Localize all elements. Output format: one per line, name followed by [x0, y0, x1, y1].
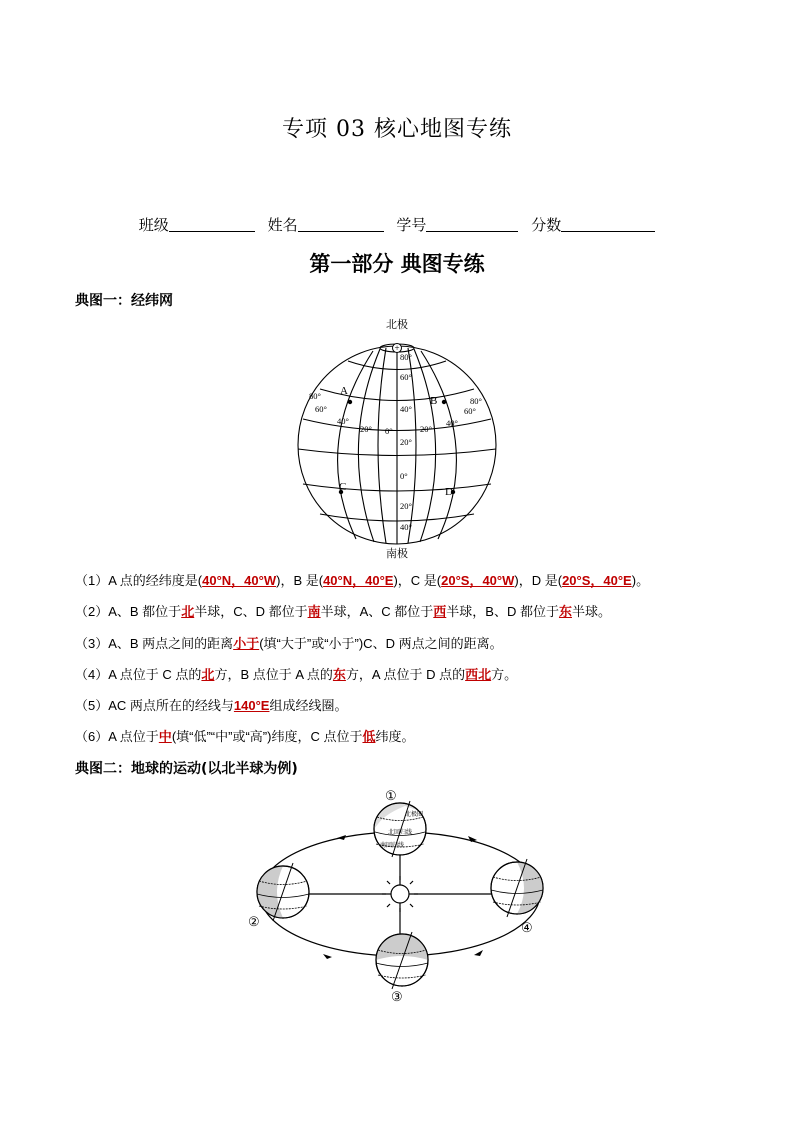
lat-center-label: 80°	[400, 352, 412, 362]
name-field[interactable]	[268, 214, 384, 235]
south-pole-label: 南极	[386, 548, 408, 560]
answer: 20°S，40°E	[562, 573, 632, 588]
position-label-2: ②	[248, 914, 260, 929]
lat-center-label: 40°	[400, 522, 412, 532]
name-label: 姓名	[267, 216, 298, 234]
lon-label: 0°	[385, 426, 393, 436]
lon-label: 40°	[446, 418, 458, 428]
lat-center-label: 60°	[400, 372, 412, 382]
answer: 140°E	[233, 698, 270, 713]
point-b-label: B	[430, 395, 438, 407]
earth-position-4	[491, 859, 543, 917]
lat-center-label: 0°	[400, 471, 408, 481]
graticule-globe-figure	[290, 314, 504, 566]
section2-heading: 典图二：地球的运动(以北半球为例)	[75, 761, 298, 777]
answer: 中	[158, 729, 172, 744]
lat-center-label: 20°	[400, 501, 412, 511]
answer: 20°S，40°W	[441, 573, 515, 588]
north-pole-mark: +	[394, 343, 400, 353]
lon-label: 20°	[420, 424, 432, 434]
point-a-label: A	[340, 385, 348, 397]
lon-label: 40°	[337, 416, 349, 426]
answer: 东	[332, 667, 346, 682]
class-label: 班级	[138, 216, 169, 234]
point-d-label: D	[445, 486, 453, 498]
question-6: （6）A 点位于中(填“低”“中”或“高”)纬度，C 点位于低纬度。	[75, 729, 415, 744]
document-title: 专项 03 核心地图专练	[282, 117, 512, 142]
earth-position-1	[374, 801, 426, 857]
lat-left-label: 60°	[315, 404, 327, 414]
globe1-line-label: 南回归线	[380, 843, 405, 849]
graticule-lines	[298, 344, 496, 544]
position-label-3: ③	[391, 989, 403, 1004]
score-field[interactable]	[531, 214, 655, 235]
answer: 西北	[465, 667, 492, 682]
point-c-label: C	[339, 481, 347, 493]
position-label-1: ①	[385, 788, 397, 803]
point-b-dot	[442, 400, 446, 404]
name-blank[interactable]	[298, 217, 384, 232]
lat-right-label: 80°	[470, 396, 482, 406]
point-a-dot	[348, 400, 352, 404]
globe1-line-label: 北极圈	[405, 812, 424, 818]
student-id-blank[interactable]	[426, 217, 518, 232]
answer: 北	[181, 604, 195, 619]
student-info-fields	[0, 214, 794, 235]
answer: 小于	[233, 636, 260, 651]
answer: 40°N，40°W	[202, 573, 277, 588]
question-3: （3）A、B 两点之间的距离小于(填“大于”或“小于”)C、D 两点之间的距离。	[75, 636, 503, 651]
question-1: （1）A 点的经纬度是(40°N，40°W)，B 是(40°N，40°E)，C 是(20°S，40°W)，D 是(20°S，40°E)。	[75, 573, 650, 588]
student-id-field[interactable]	[396, 214, 518, 235]
section1-heading: 典图一：经纬网	[75, 293, 173, 309]
answer: 南	[307, 604, 321, 619]
question-2: （2）A、B 都位于北半球，C、D 都位于南半球，A、C 都位于西半球，B、D 都位于东半球。	[75, 604, 611, 619]
lat-center-label: 40°	[400, 404, 412, 414]
position-label-4: ④	[521, 920, 533, 935]
class-field[interactable]	[139, 214, 255, 235]
lat-center-label: 20°	[400, 437, 412, 447]
lat-right-label: 60°	[464, 406, 476, 416]
answer: 西	[433, 604, 447, 619]
lat-left-label: 80°	[309, 391, 321, 401]
earth-position-2	[257, 863, 309, 921]
score-blank[interactable]	[561, 217, 655, 232]
lon-label: 20°	[360, 424, 372, 434]
answer: 低	[362, 729, 376, 744]
answer: 东	[558, 604, 572, 619]
part-title: 第一部分 典图专练	[309, 252, 485, 276]
score-label: 分数	[531, 216, 562, 234]
earth-position-3	[376, 932, 428, 989]
north-pole-label: 北极	[386, 319, 408, 331]
class-blank[interactable]	[169, 217, 255, 232]
question-5: （5）AC 两点所在的经线与140°E组成经线圈。	[75, 698, 348, 713]
answer: 40°N，40°E	[323, 573, 394, 588]
student-id-label: 学号	[396, 216, 427, 234]
question-4: （4）A 点位于 C 点的北方，B 点位于 A 点的东方，A 点位于 D 点的西北方。	[75, 667, 518, 682]
earth-revolution-figure	[245, 784, 555, 1006]
globe1-line-label: 北回归线	[388, 830, 413, 836]
answer: 北	[201, 667, 215, 682]
